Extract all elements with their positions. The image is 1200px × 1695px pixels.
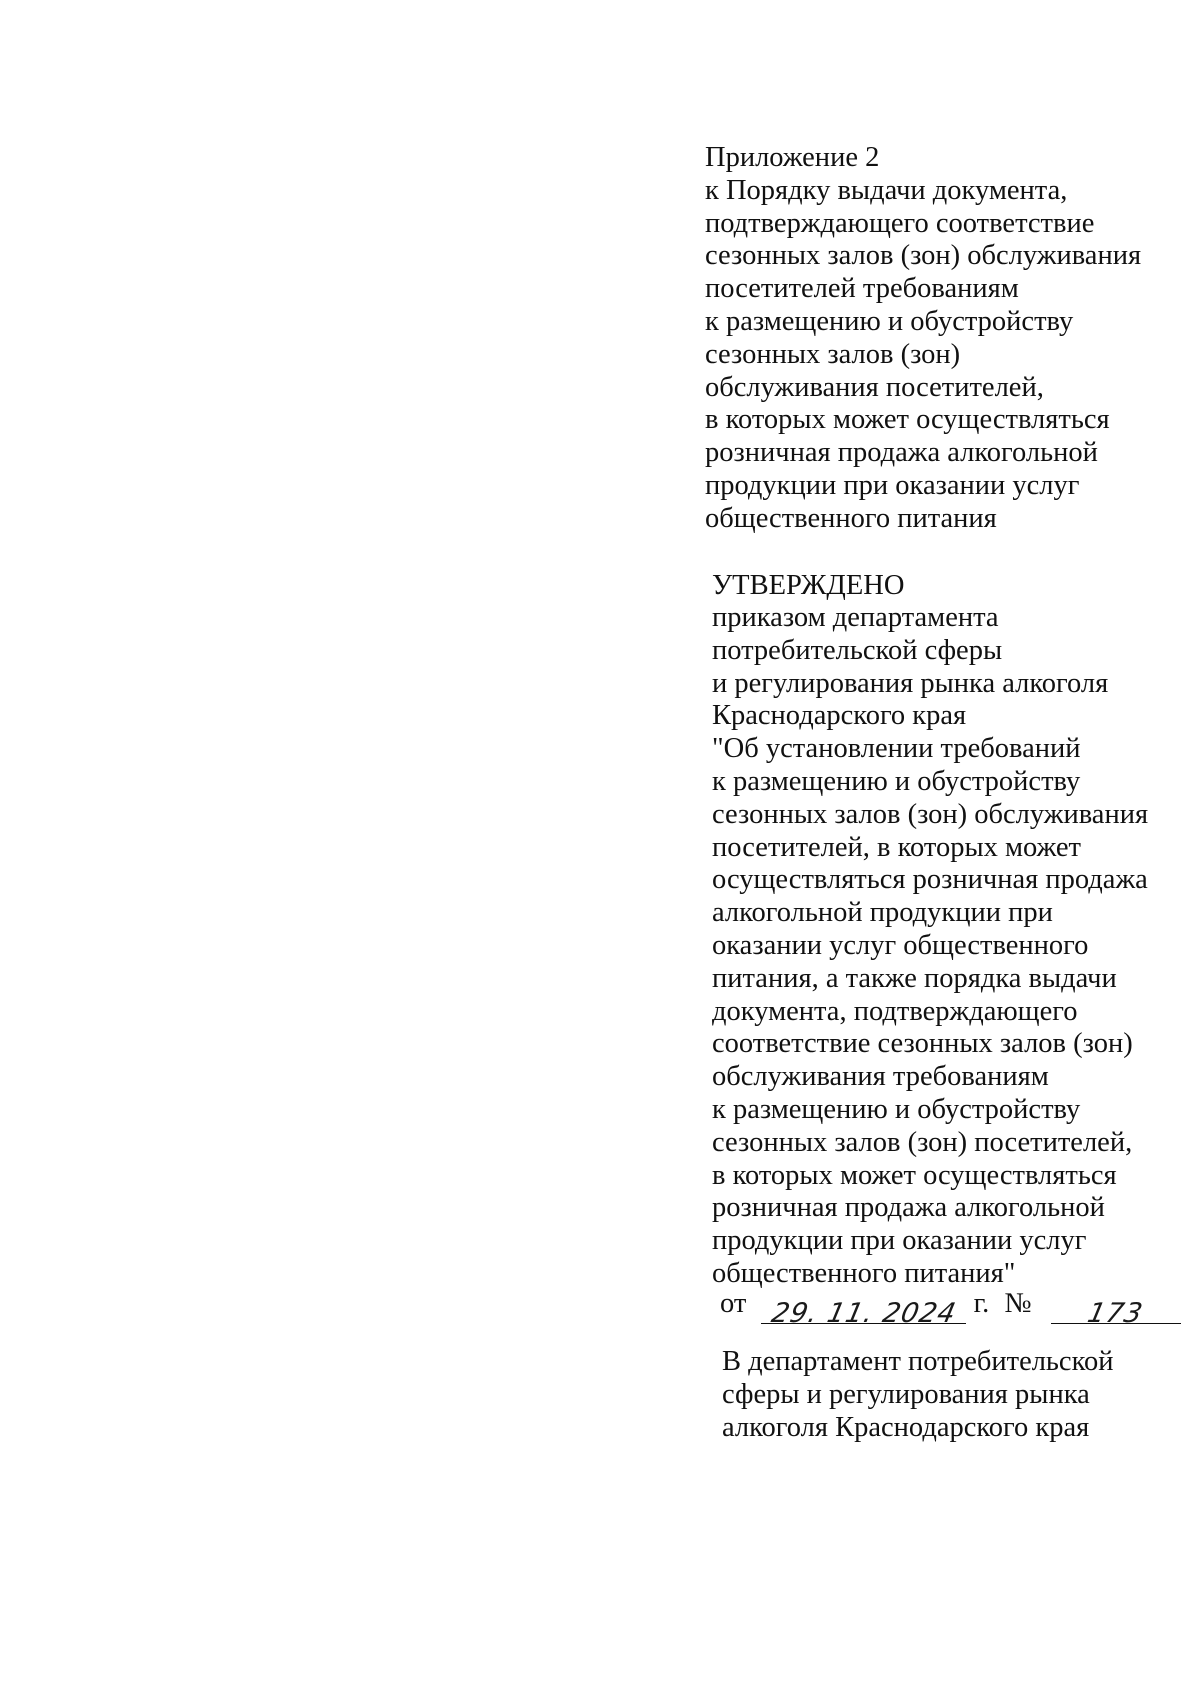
approval-block xyxy=(712,568,1148,1291)
recipient-line: алкоголя Краснодарского края xyxy=(722,1411,1090,1443)
order-number-field xyxy=(1051,1289,1181,1329)
approval-line: в которых может осуществляться xyxy=(712,1159,1117,1191)
recipient-line: сферы и регулирования рынка xyxy=(722,1378,1090,1410)
approval-line: к размещению и обустройству xyxy=(712,1093,1081,1125)
approval-line: осуществляться розничная продажа xyxy=(712,864,1148,896)
appendix-line: продукции при оказании услуг xyxy=(705,469,1080,501)
appendix-line: обслуживания посетителей, xyxy=(705,371,1044,403)
order-date-number-line xyxy=(720,1284,1181,1329)
order-from-label: от xyxy=(720,1288,747,1319)
order-number-handwritten: 173 xyxy=(1085,1298,1147,1329)
approval-line: соответствие сезонных залов (зон) xyxy=(712,1028,1133,1060)
order-year-suffix: г. xyxy=(973,1288,990,1319)
approval-line: обслуживания требованиям xyxy=(712,1061,1049,1093)
approval-line: оказании услуг общественного xyxy=(712,929,1089,961)
appendix-line: к размещению и обустройству xyxy=(705,305,1074,337)
approved-heading: УТВЕРЖДЕНО xyxy=(712,570,905,601)
order-date-handwritten: 29. 11. 2024 xyxy=(768,1298,960,1329)
order-date-field xyxy=(761,1289,966,1329)
approval-line: и регулирования рынка алкоголя xyxy=(712,667,1109,699)
approval-line: алкогольной продукции при xyxy=(712,897,1053,929)
approval-line: посетителей, в которых может xyxy=(712,831,1081,863)
approval-line: приказом департамента xyxy=(712,602,999,633)
appendix-line: розничная продажа алкогольной xyxy=(705,437,1098,469)
approval-line: "Об установлении требований xyxy=(712,733,1081,765)
appendix-line: общественного питания xyxy=(705,502,997,534)
approval-line: к размещению и обустройству xyxy=(712,765,1081,797)
approval-line: потребительской сферы xyxy=(712,634,1003,666)
recipient-line: В департамент потребительской xyxy=(722,1346,1114,1377)
recipient-block xyxy=(722,1346,1114,1444)
order-number-label: № xyxy=(1004,1288,1032,1319)
approval-line: розничная продажа алкогольной xyxy=(712,1192,1105,1224)
appendix-line: к Порядку выдачи документа, xyxy=(705,174,1068,206)
approval-line: сезонных залов (зон) посетителей, xyxy=(712,1126,1133,1158)
appendix-line: сезонных залов (зон) обслуживания xyxy=(705,240,1142,272)
approval-line: общественного питания" xyxy=(712,1257,1016,1289)
appendix-line: сезонных залов (зон) xyxy=(705,338,961,370)
appendix-header xyxy=(705,142,1141,536)
appendix-line: посетителей требованиям xyxy=(705,273,1019,305)
approval-line: документа, подтверждающего xyxy=(712,995,1078,1027)
approval-line: питания, а также порядка выдачи xyxy=(712,962,1117,994)
approval-line: сезонных залов (зон) обслуживания xyxy=(712,798,1149,830)
appendix-line: в которых может осуществляться xyxy=(705,404,1110,436)
approval-line: продукции при оказании услуг xyxy=(712,1225,1087,1257)
appendix-line: подтверждающего соответствие xyxy=(705,207,1095,239)
appendix-line: Приложение 2 xyxy=(705,142,880,173)
approval-line: Краснодарского края xyxy=(712,700,967,732)
